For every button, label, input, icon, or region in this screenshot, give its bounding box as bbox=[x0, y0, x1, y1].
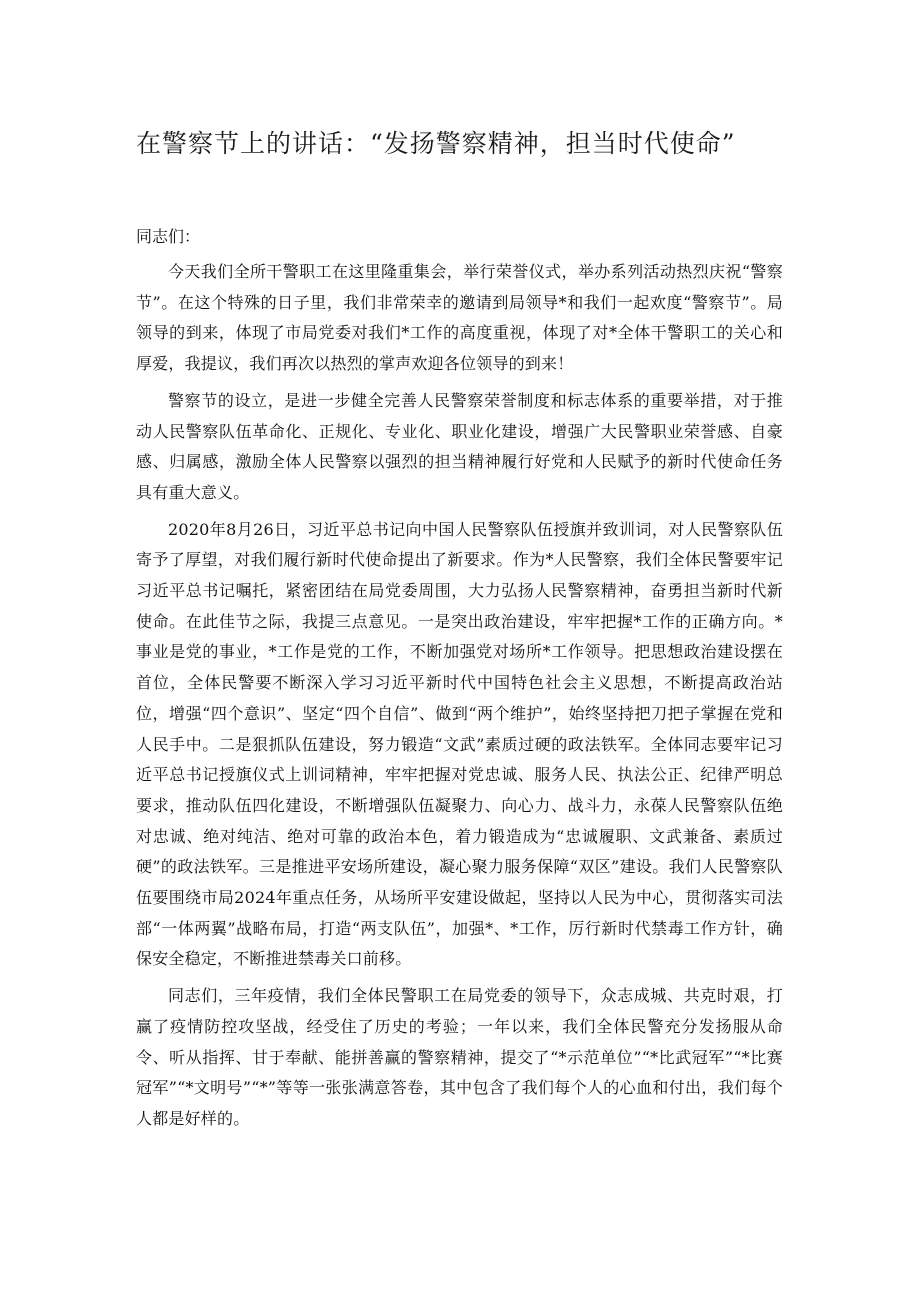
salutation: 同志们： bbox=[136, 227, 201, 246]
paragraph: 警察节的设立，是进一步健全完善人民警察荣誉制度和标志体系的重要举措，对于推动人民警察队伍革命化、正规化、专业化、职业化建设，增强广大民警职业荣誉感、自豪感、归属感，激励全体人民警察以强烈的担当精神履行好党和人民赋予的新时代使命任务具有重大意义。 bbox=[136, 390, 783, 502]
paragraph: 今天我们全所干警职工在这里隆重集会，举行荣誉仪式，举办系列活动热烈庆祝“警察节”。在这个特殊的日子里，我们非常荣幸的邀请到局领导*和我们一起欢度“警察节”。局领导的到来，体现了市局党委对我们*工作的高度重视，体现了对*全体干警职工的关心和厚爱，我提议，我们再次以热烈的掌声欢迎各位领导的到来！ bbox=[136, 262, 783, 374]
paragraph: 2020年8月26日，习近平总书记向中国人民警察队伍授旗并致训词，对人民警察队伍寄予了厚望，对我们履行新时代使命提出了新要求。作为*人民警察，我们全体民警要牢记习近平总书记嘱托，紧密团结在局党委周围，大力弘扬人民警察精神，奋勇担当新时代新使命。在此佳节之际，我提三点意见。一是突出政治建设，牢牢把握*工作的正确方向。*事业是党的事业，*工作是党的工作，不断加强党对场所*工作领导。把思想政治建设摆在首位，全体民警要不断深入学习习近平新时代中国特色社会主义思想，不断提高政治站位，增强“四个意识”、坚定“四个自信”、做到“两个维护”，始终坚持把刀把子掌握在党和人民手中。二是狠抓队伍建设，努力锻造“文武”素质过硬的政法铁军。全体同志要牢记习近平总书记授旗仪式上训词精神，牢牢把握对党忠诚、服务人民、执法公正、纪律严明总要求，推动队伍四化建设，不断增强队伍凝聚力、向心力、战斗力，永葆人民警察队伍绝对忠诚、绝对纯洁、绝对可靠的政治本色，着力锻造成为“忠诚履职、文武兼备、素质过硬”的政法铁军。三是推进平安场所建设，凝心聚力服务保障“双区”建设。我们人民警察队伍要围绕市局2024年重点任务，从场所平安建设做起，坚持以人民为中心，贯彻落实司法部“一体两翼”战略布局，打造“两支队伍”，加强*、*工作，厉行新时代禁毒工作方针，确保安全稳定，不断推进禁毒关口前移。 bbox=[136, 519, 783, 969]
document-title: 在警察节上的讲话：“发扬警察精神，担当时代使命” bbox=[136, 129, 736, 158]
paragraph: 同志们，三年疫情，我们全体民警职工在局党委的领导下，众志成城、共克时艰，打赢了疫情防控攻坚战，经受住了历史的考验；一年以来，我们全体民警充分发扬服从命令、听从指挥、甘于奉献、能拼善赢的警察精神，提交了“*示范单位”“*比武冠军”“*比赛冠军”“*文明号”“*”等等一张张满意答卷，其中包含了我们每个人的心血和付出，我们每个人都是好样的。 bbox=[136, 986, 783, 1128]
document-body bbox=[136, 257, 783, 1141]
